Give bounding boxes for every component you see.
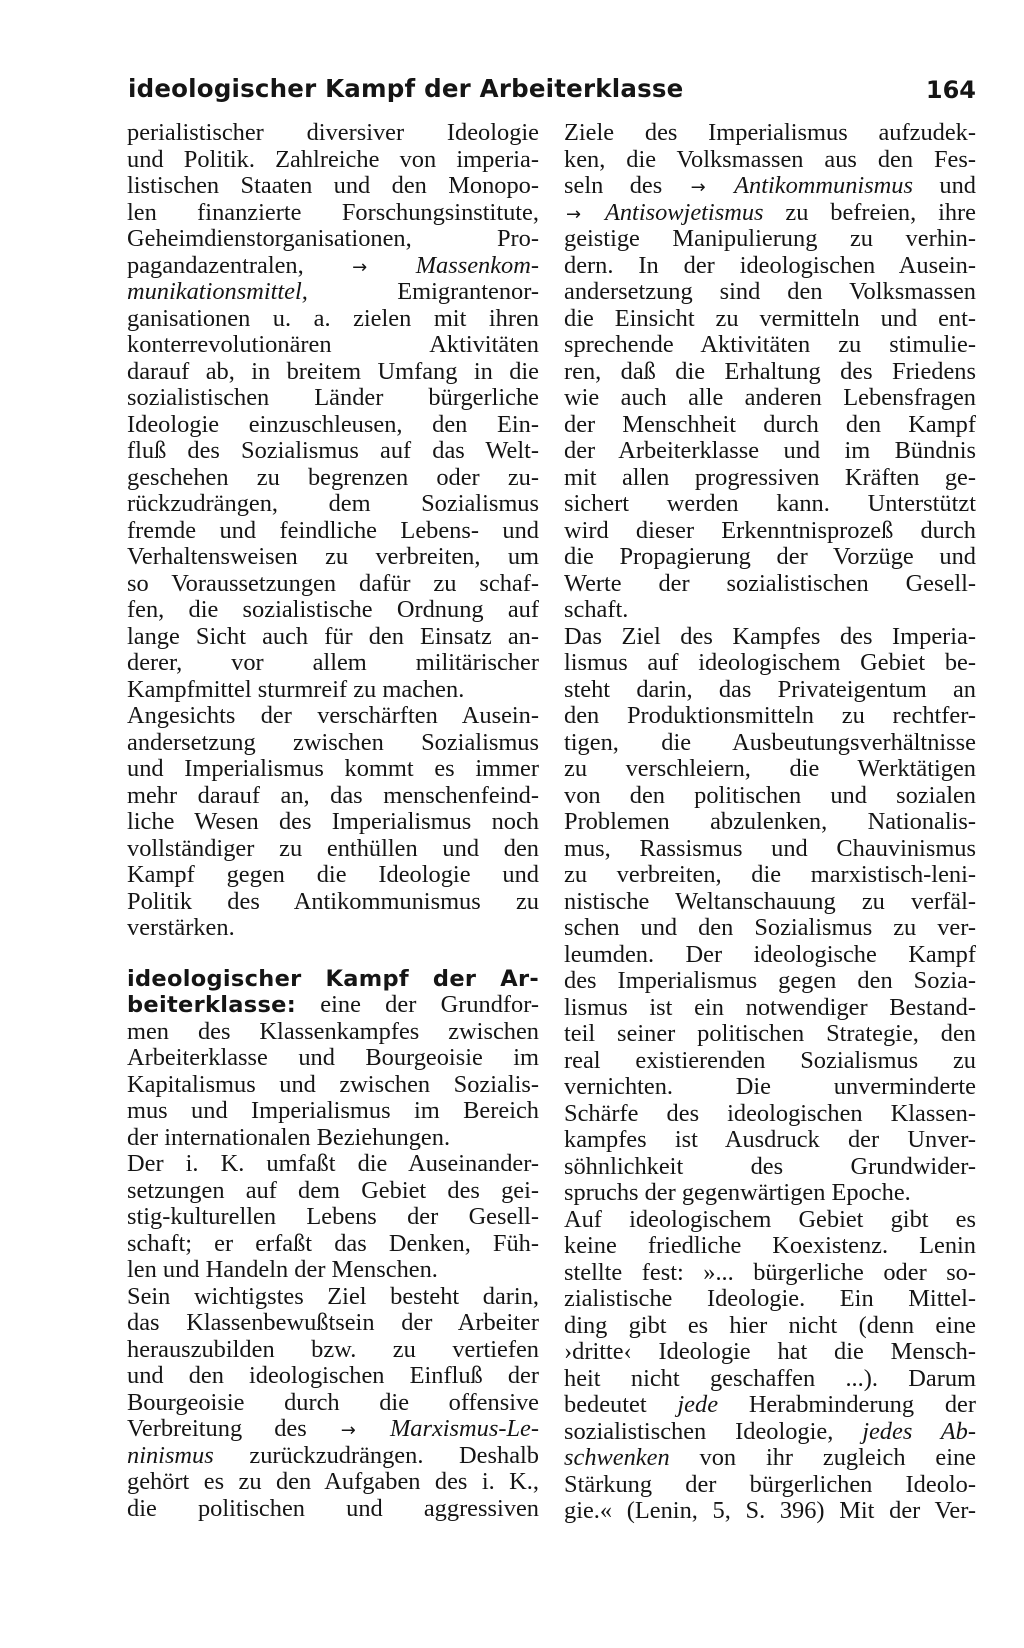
text-line: munikationsmittel, Emigrantenor- <box>127 278 539 305</box>
text-line: fremde und feindliche Lebens- und <box>127 516 539 544</box>
text-line: stig-kulturellen Lebens der Gesell- <box>127 1203 539 1230</box>
right-part2 <box>564 226 976 1392</box>
text-line: bedeutet jede Herabminderung der <box>564 1391 976 1418</box>
text-line: Verhaltensweisen zu verbreiten, um <box>127 543 539 570</box>
text-line: ren, daß die Erhaltung des Friedens <box>564 357 976 385</box>
text-line: Stärkung der bürgerlichen Ideolo- <box>564 1470 976 1498</box>
cross-reference: Massenkom- <box>415 251 539 279</box>
text-line: so Voraussetzungen dafür zu schaf- <box>127 569 539 597</box>
text-line: spruchs der gegenwärtigen Epoche. <box>564 1179 911 1206</box>
text-line: darauf ab, in breitem Umfang in die <box>127 357 539 385</box>
text-line: → Antisowjetismus zu befreien, ihre <box>566 198 976 226</box>
text-line: len finanzierte Forschungsinstitute, <box>127 198 539 226</box>
text-line: derer, vor allem militärischer <box>127 649 539 676</box>
right-part1 <box>564 120 976 173</box>
text-line: andersetzung sind den Volksmassen <box>564 278 976 305</box>
text-line: Politik des Antikommunismus zu <box>127 887 539 915</box>
text-line: andersetzung zwischen Sozialismus <box>127 728 539 756</box>
text-line: leumden. Der ideologische Kampf <box>564 940 976 968</box>
cross-reference-arrow-icon: → <box>566 203 582 225</box>
text-line: schaft; er erfaßt das Denken, Füh- <box>127 1229 539 1257</box>
text-line: Verbreitung des → Marxismus-Le- <box>127 1415 539 1442</box>
text-line: perialistischer diversiver Ideologie <box>127 119 539 146</box>
entry-headword-line <box>127 966 539 993</box>
text-line: wie auch alle anderen Lebensfragen <box>564 384 976 411</box>
text-line: beiterklasse: eine der Grundfor- <box>127 991 539 1018</box>
text-line: len und Handeln der Menschen. <box>127 1256 438 1283</box>
text-line: mus und Imperialismus im Bereich <box>127 1097 539 1124</box>
left-part4 <box>127 1469 539 1522</box>
text-line: sozialistischen Ideologie, jedes Ab- <box>564 1417 976 1445</box>
text-line: sprechende Aktivitäten zu stimulie- <box>564 331 976 358</box>
text-line: vernichten. Die unverminderte <box>564 1073 976 1100</box>
text-line: Der i. K. umfaßt die Auseinander- <box>127 1150 539 1177</box>
text-line: Das Ziel des Kampfes des Imperia- <box>564 622 976 650</box>
text-line: tigen, die Ausbeutungsverhältnisse <box>564 728 976 756</box>
text-line: die Propagierung der Vorzüge und <box>564 543 976 570</box>
left-part2 <box>127 306 539 942</box>
cross-reference-arrow-icon: → <box>340 1420 356 1441</box>
cross-reference: Marxismus-Le- <box>389 1415 539 1442</box>
text-line: lismus ist ein notwendiger Bestand- <box>564 993 976 1021</box>
text-line: vollständiger zu enthüllen und den <box>127 834 539 862</box>
cross-reference: Antisowjetismus <box>604 198 764 226</box>
text-line: schaft. <box>564 596 629 623</box>
text-line: die Einsicht zu vermitteln und ent- <box>564 304 976 332</box>
running-title: ideologischer Kampf der Arbeiterklasse <box>128 74 684 103</box>
emphasis: jedes Ab- <box>862 1417 976 1445</box>
text-line: Geheimdienstorganisationen, Pro- <box>127 225 539 252</box>
text-line: ›dritte‹ Ideologie hat die Mensch- <box>564 1338 976 1365</box>
text-line: gie.« (Lenin, 5, S. 396) Mit der Ver- <box>564 1497 976 1524</box>
text-line: von den politischen und sozialen <box>564 781 976 809</box>
text-line: sichert werden kann. Unterstützt <box>564 490 976 517</box>
text-line: seln des → Antikommunismus und <box>564 172 976 199</box>
text-line: Problemen abzulenken, Nationalis- <box>564 808 976 835</box>
text-line: Kampfmittel sturmreif zu machen. <box>127 675 465 703</box>
text-line: real existierenden Sozialismus zu <box>564 1046 976 1074</box>
text-line: zialistische Ideologie. Ein Mittel- <box>564 1285 976 1312</box>
text-line: steht darin, das Privateigentum an <box>564 675 976 703</box>
text-line: sozialistischen Länder bürgerliche <box>127 384 539 411</box>
left-part3 <box>127 1019 539 1417</box>
text-line: söhnlichkeit des Grundwider- <box>564 1152 976 1180</box>
text-line: Ideologie einzuschleusen, den Ein- <box>127 410 539 438</box>
text-line: geistige Manipulierung zu verhin- <box>564 225 976 252</box>
text-line: keine friedliche Koexistenz. Lenin <box>564 1232 976 1259</box>
text-line: der internationalen Beziehungen. <box>127 1123 451 1151</box>
text-line: schwenken von ihr zugleich eine <box>564 1444 976 1471</box>
text-line: Arbeiterklasse und Bourgeoisie im <box>127 1044 539 1071</box>
text-line: die politischen und aggressiven <box>127 1494 539 1522</box>
text-line: verstärken. <box>127 914 235 941</box>
text-line: herauszubilden bzw. zu vertiefen <box>127 1335 539 1363</box>
text-line: mehr darauf an, das menschenfeind- <box>127 781 539 809</box>
text-line: gehört es zu den Aufgaben des i. K., <box>127 1468 539 1495</box>
text-line: mit allen progressiven Kräften ge- <box>564 463 976 491</box>
text-line: das Klassenbewußtsein der Arbeiter <box>127 1309 539 1336</box>
text-line: wird dieser Erkenntnisprozeß durch <box>564 516 976 544</box>
entry-headword: beiterklasse: <box>127 992 296 1018</box>
text-line: konterrevolutionären Aktivitäten <box>127 331 539 358</box>
text-line: und Politik. Zahlreiche von imperia- <box>127 145 539 173</box>
text-line: Schärfe des ideologischen Klassen- <box>564 1099 976 1127</box>
cross-reference-arrow-icon: → <box>690 177 706 198</box>
entry-headword: ideologischer Kampf der Ar- <box>127 965 539 992</box>
page-number: 164 <box>925 76 976 104</box>
text-line: Sein wichtigstes Ziel besteht darin, <box>127 1282 539 1310</box>
text-line: der Menschheit durch den Kampf <box>564 410 976 438</box>
text-line: zu verbreiten, die marxistisch-leni- <box>564 861 976 888</box>
text-line: zu verschleiern, die Werktätigen <box>564 755 976 782</box>
cross-reference: Antikommunismus <box>734 172 913 199</box>
text-line: lange Sicht auch für den Einsatz an- <box>127 622 539 650</box>
text-line: des Imperialismus gegen den Sozia- <box>564 967 976 994</box>
text-line: ganisationen u. a. zielen mit ihren <box>127 304 539 332</box>
text-line: men des Klassenkampfes zwischen <box>127 1017 539 1045</box>
cross-reference: ninismus <box>127 1441 214 1469</box>
text-line: mus, Rassismus und Chauvinismus <box>564 834 976 862</box>
text-line: Bourgeoisie durch die offensive <box>127 1388 539 1416</box>
left-part1 <box>127 120 539 253</box>
text-line: nistische Weltanschauung zu verfäl- <box>564 887 976 915</box>
text-line: Kampf gegen die Ideologie und <box>127 861 539 888</box>
text-line: und den ideologischen Einfluß der <box>127 1362 539 1389</box>
cross-reference-arrow-icon: → <box>352 256 368 278</box>
text-line: lismus auf ideologischem Gebiet be- <box>564 649 976 676</box>
text-line: dern. In der ideologischen Ausein- <box>564 251 976 279</box>
page-header <box>128 74 976 110</box>
text-line: ding gibt es hier nicht (denn eine <box>564 1311 976 1339</box>
text-line: Angesichts der verschärften Ausein- <box>127 702 539 729</box>
text-line: listischen Staaten und den Monopo- <box>127 172 539 199</box>
cross-reference: munikationsmittel, <box>127 278 308 305</box>
text-line: Ziele des Imperialismus aufzudek- <box>564 119 976 146</box>
text-line: schen und den Sozialismus zu ver- <box>564 914 976 941</box>
left-column <box>127 120 539 1522</box>
text-line: stellte fest: »... bürgerliche oder so- <box>564 1258 976 1286</box>
text-line: der Arbeiterklasse und im Bündnis <box>564 437 976 464</box>
text-line: den Produktionsmitteln zu rechtfer- <box>564 702 976 729</box>
text-line: Auf ideologischem Gebiet gibt es <box>564 1205 976 1233</box>
text-line: und Imperialismus kommt es immer <box>127 755 539 782</box>
text-line: ken, die Volksmassen aus den Fes- <box>564 145 976 173</box>
text-line: geschehen zu begrenzen oder zu- <box>127 463 539 491</box>
right-part3 <box>564 1472 976 1525</box>
emphasis: jede <box>677 1391 719 1418</box>
text-line: heit nicht geschaffen ...). Darum <box>564 1364 976 1392</box>
text-line: fluß des Sozialismus auf das Welt- <box>127 437 539 464</box>
text-line: liche Wesen des Imperialismus noch <box>127 808 539 835</box>
text-line: fen, die sozialistische Ordnung auf <box>127 596 539 623</box>
text-line: Werte der sozialistischen Gesell- <box>564 569 976 597</box>
text-line: pagandazentralen, → Massenkom- <box>127 251 539 279</box>
text-line: Kapitalismus und zwischen Sozialis- <box>127 1070 539 1098</box>
entry-separator <box>127 942 539 966</box>
text-line: teil seiner politischen Strategie, den <box>564 1020 976 1047</box>
right-column <box>564 120 976 1525</box>
text-line: rückzudrängen, dem Sozialismus <box>127 490 539 517</box>
emphasis: schwenken <box>564 1444 670 1471</box>
text-line: setzungen auf dem Gebiet des gei- <box>127 1176 539 1204</box>
text-line: ninismus zurückzudrängen. Deshalb <box>127 1441 539 1469</box>
text-line: kampfes ist Ausdruck der Unver- <box>564 1126 976 1153</box>
